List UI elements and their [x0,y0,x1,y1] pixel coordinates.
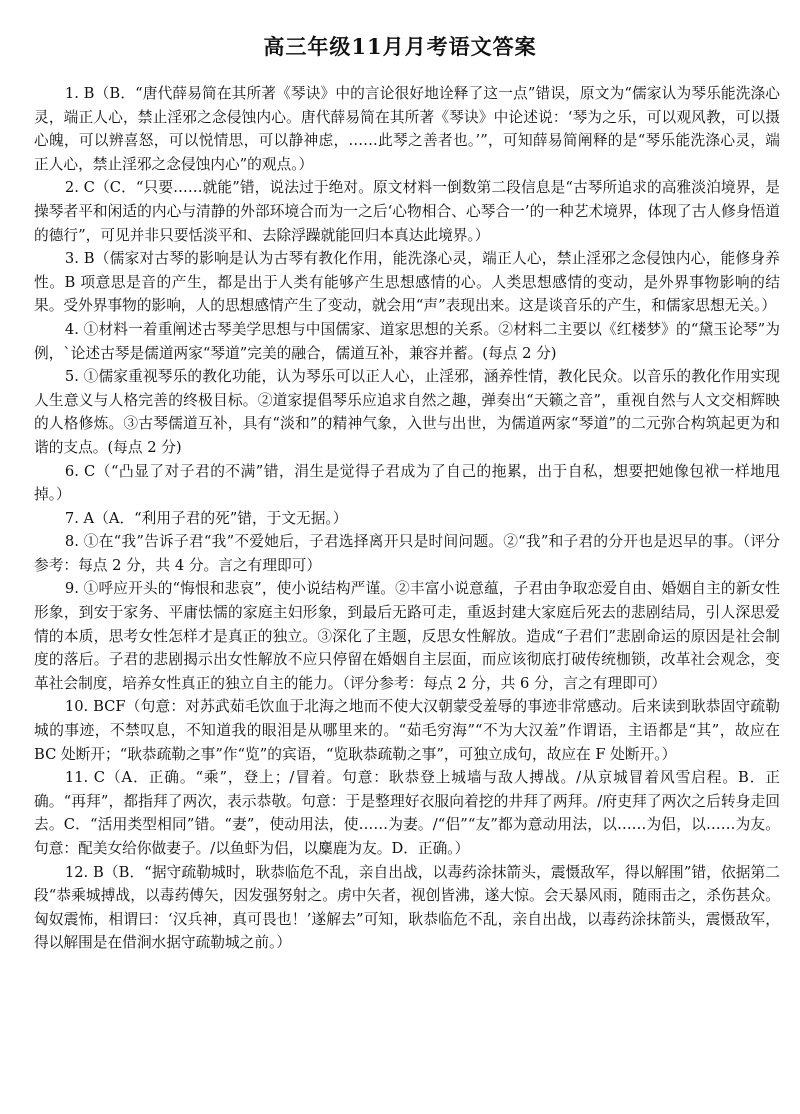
answer-item-7: 7. A（A．“利用子君的死”错，于文无据。） [64,509,348,527]
answer-item-2: 2. C（C．“只要……就能”错，说法过于绝对。原文材料一倒数第二段信息是“古琴所追求的高雅淡泊境界，是操琴者平和闲适的内心与清静的外部环境合而为一之后‘心物相合、心琴合一’的一种艺术境界，体现了古人修身悟道的德行”，可见并非只要恬淡平和、去除浮躁就能回归本真达此境界。） [34,179,780,244]
answer-item-3: 3. B（儒家对古琴的影响是认为古琴有教化作用，能洗涤心灵，端正人心，禁止淫邪之念侵蚀内心，能修身养性。B 项意思是音的产生，都是出于人类有能够产生思想感情的心。人类思想感情的变动，是外界事物影响的结果。受外界事物的影响，人的思想感情产生了变动，就会用“声”表现出来。这是谈音乐的产生，和儒家思想无关。） [34,250,780,315]
answer-item-8: 8. ①在“我”告诉子君“我”不爱她后，子君选择离开只是时间问题。②“我”和子君的分开也是迟早的事。（评分参考：每点 2 分，共 4 分。言之有理即可） [34,533,780,574]
answer-list [34,82,780,955]
answer-item-4: 4. ①材料一着重阐述古琴美学思想与中国儒家、道家思想的关系。②材料二主要以《红楼梦》的“黛玉论琴”为例，`论述古琴是儒道两家“琴道”完美的融合，儒道互补，兼容并蓄。(每点 2 分) [34,320,780,362]
answer-item-9: 9. ①呼应开头的“悔恨和悲哀”，使小说结构严谨。②丰富小说意蕴，子君由争取恋爱自由、婚姻自主的新女性形象，到安于家务、平庸怯懦的家庭主妇形象，到最后无路可走，重返封建大家庭后死去的悲剧结局，引人深思爱情的本质，思考女性怎样才是真正的独立。③深化了主题，反思女性解放。造成“子君们”悲剧命运的原因是社会制度的落后。子君的悲剧揭示出女性解放不应只停留在婚姻自主层面，而应该彻底打破传统枷锁，改革社会观念，变革社会制度，培养女性真正的独立自主的能力。（评分参考：每点 2 分，共 6 分，言之有理即可） [34,580,780,692]
answer-item-1: 1. B（B．“唐代薛易简在其所著《琴诀》中的言论很好地诠释了这一点”错误，原文为“儒家认为琴乐能洗涤心灵，端正人心，禁止淫邪之念侵蚀内心。唐代薛易简在其所著《琴诀》中论述说：‘琴为之乐，可以观风教，可以摄心魄，可以辨喜怒，可以悦情思，可以静神虑，……此琴之善者也。’”，可知薛易简阐释的是“琴乐能洗涤心灵，端正人心，禁止淫邪之念侵蚀内心”的观点。） [34,85,780,173]
page-title: 高三年级11月月考语文答案 [263,34,537,59]
answer-item-12: 12. B（B．“据守疏勒城时，耿恭临危不乱，亲自出战，以毒药涂抹箭头，震慑敌军，得以解围”错，依据第二段“恭乘城搏战，以毒药傅矢，因发强努射之。虏中矢者，视创皆沸，遂大惊。会天暴风雨，随雨击之，杀伤甚众。匈奴震怖，相谓曰：‘汉兵神，真可畏也！’遂解去”可知，耿恭临危不乱，亲自出战，以毒药涂抹箭头，震慑敌军，得以解围是在借涧水据守疏勒城之前。） [34,863,780,952]
answer-item-10: 10. BCF（句意：对苏武茹毛饮血于北海之地而不使大汉朝蒙受羞辱的事迹非常感动。后来读到耿恭固守疏勒城的事迹，不禁叹息，不知道我的眼泪是从哪里来的。“茹毛穷海”“不为大汉羞”作谓语，主语都是“其”，故应在 BC 处断开；“耿恭疏勒之事”作“览”的宾语，“览耿恭疏勒之事”，可独立成句，故应在 F 处断开。） [34,698,780,763]
answer-item-6: 6. C（“凸显了对子君的不满”错，涓生是觉得子君成为了自己的拖累，出于自私，想要把她像包袱一样地甩掉。） [34,462,780,504]
answer-item-5: 5. ①儒家重视琴乐的教化功能，认为琴乐可以正人心，止淫邪，涵养性情，教化民众。以音乐的教化作用实现人生意义与人格完善的终极目标。②道家提倡琴乐应追求自然之趣，弹奏出“天籁之音”，重视自然与人文交相辉映的人格修炼。③古琴儒道互补，具有“淡和”的精神气象，入世与出世，为儒道两家“琴道”的二元弥合构筑起更为和谐的支点。(每点 2 分) [34,368,780,456]
answer-item-11: 11. C（A．正确。“乘”，登上；/冒着。句意：耿恭登上城墙与敌人搏战。/从京城冒着风雪启程。B．正确。“再拜”，都指拜了两次，表示恭敬。句意：于是整理好衣服向着挖的井拜了两拜。/府吏拜了两次之后转身走回去。C．“活用类型相同”错。“妻”，使动用法，使……为妻。/“侣”“友”都为意动用法，以……为侣，以……为友。句意：配美女给你做妻子。/以鱼虾为侣，以麋鹿为友。D．正确。） [34,769,780,857]
